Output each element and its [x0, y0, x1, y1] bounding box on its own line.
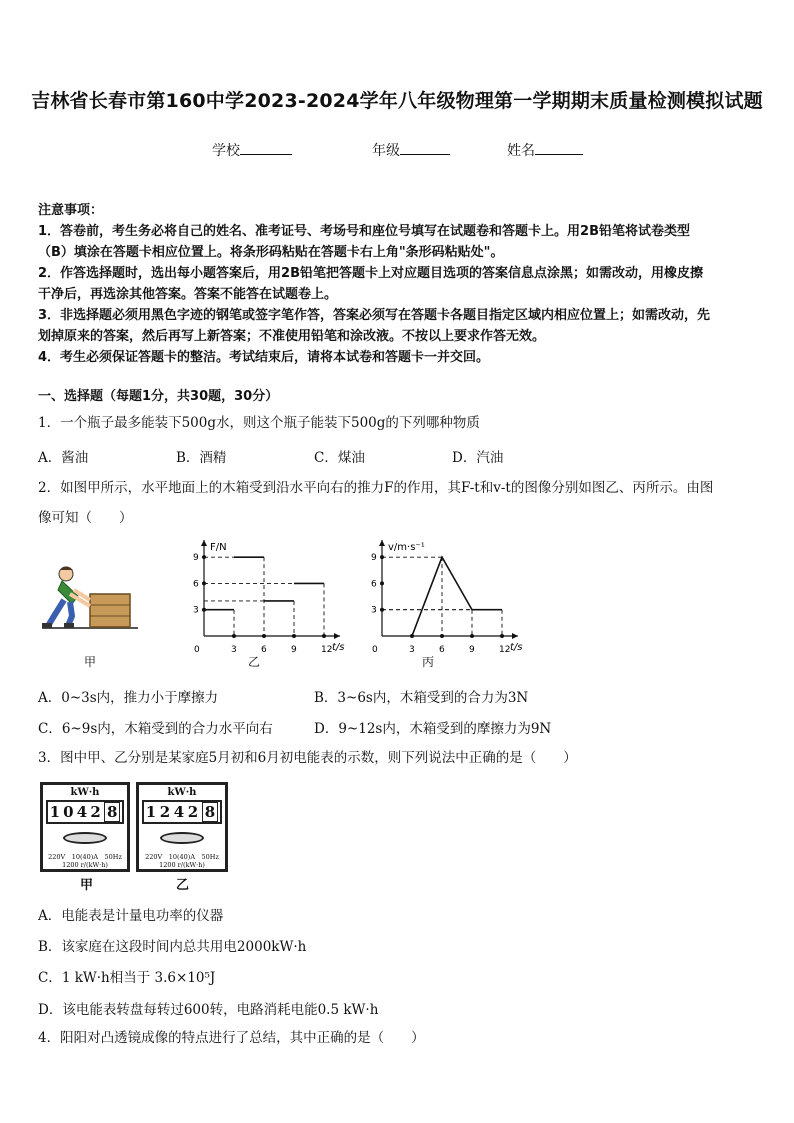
ft-y-arrow	[201, 540, 207, 546]
ft-ylabel: F/N	[210, 542, 227, 553]
meter-rate: 1200 r/(kW·h)	[62, 861, 108, 869]
notice-line: 划掉原来的答案，然后再写上新答案；不准使用铅笔和涂改液。不按以上要求作答无效。	[38, 329, 546, 344]
school-field	[212, 140, 292, 160]
meter-digits	[142, 800, 222, 824]
grade-field	[372, 140, 450, 160]
vt-x-tick-label: 6	[439, 645, 445, 655]
name-blank	[535, 140, 583, 155]
meter-digit: 4	[173, 803, 185, 821]
meter-digit: 2	[187, 803, 199, 821]
q2-option-b: B．3~6s内，木箱受到的合力为3N	[314, 690, 529, 706]
meter-disc	[160, 832, 204, 844]
notice-line: 1．答卷前，考生务必将自己的姓名、准考证号、考场号和座位号填写在试题卷和答题卡上。用2B铅笔将试卷类型	[38, 224, 691, 239]
meter-digit: 8	[104, 802, 120, 822]
meter-digit: 0	[63, 803, 74, 821]
vt-x-tick-label: 3	[409, 645, 415, 655]
q4-stem: 4．阳阳对凸透镜成像的特点进行了总结，其中正确的是（ ）	[38, 1030, 425, 1046]
q2-stem-line2: 像可知（ ）	[38, 510, 133, 526]
vt-y-arrow	[379, 540, 385, 546]
school-label: 学校	[212, 143, 240, 159]
q3-option-d: D．该电能表转盘每转过600转，电路消耗电能0.5 kW·h	[38, 1002, 379, 1018]
notice-block	[38, 200, 758, 368]
meter-digit: 1	[145, 803, 157, 821]
meter-label-yi: 乙	[176, 878, 190, 893]
ft-y-tick-label: 3	[193, 605, 199, 616]
wooden-box	[90, 594, 130, 627]
q2-stem-line1: 2．如图甲所示，水平地面上的木箱受到沿水平向右的推力F的作用，其F-t和v-t的图像分别如图乙、丙所示。由图	[38, 480, 714, 496]
q1-option-b: B．酒精	[176, 450, 227, 466]
ft-x-tick-label: 12	[321, 645, 333, 655]
grade-label: 年级	[372, 143, 400, 159]
notice-line: 2．作答选择题时，选出每小题答案后，用2B铅笔把答题卡上对应题目选项的答案信息点涂黑；如需改动，用橡皮擦	[38, 266, 704, 281]
school-blank	[240, 140, 292, 155]
vt-x-tick-label: 12	[499, 645, 511, 655]
vt-y-tick-dot	[380, 581, 384, 585]
notice-line: （B）填涂在答题卡相应位置上。将条形码粘贴在答题卡右上角"条形码粘贴处"。	[38, 245, 504, 260]
meter-unit: kW·h	[167, 787, 197, 798]
meter-disc	[63, 832, 107, 844]
q3-option-b: B．该家庭在这段时间内总共用电2000kW·h	[38, 939, 307, 955]
vt-ylabel: v/m·s⁻¹	[388, 542, 425, 553]
vt-x-tick-label: 0	[372, 645, 378, 655]
meter-digit: 2	[159, 803, 171, 821]
meter-yi	[136, 782, 228, 872]
notice-line: 3．非选择题必须用黑色字迹的钢笔或签字笔作答，答案必须写在答题卡各题目指定区域内相应位置上；如需改动，先	[38, 308, 711, 323]
meter-specs: 220V 10(40)A 50Hz	[48, 853, 122, 861]
q2-option-c: C．6~9s内，木箱受到的合力水平向右	[38, 721, 273, 737]
vt-x-tick-label: 9	[469, 645, 475, 655]
ft-y-tick-label: 6	[193, 579, 199, 590]
meter-specs: 220V 10(40)A 50Hz	[145, 853, 219, 861]
meter-digit: 1	[49, 803, 61, 821]
meter-unit: kW·h	[70, 787, 100, 798]
vt-x-arrow	[512, 633, 518, 639]
vt-y-tick-label: 3	[371, 605, 377, 616]
figure-jia-person-pushing-box	[40, 560, 140, 636]
name-label: 姓名	[507, 143, 535, 159]
ft-xlabel: t/s	[332, 642, 345, 653]
q1-stem: 1．一个瓶子最多能装下500g水，则这个瓶子能装下500g的下列哪种物质	[38, 415, 480, 431]
ft-x-tick-label: 3	[231, 645, 237, 655]
q1-option-d: D．汽油	[452, 450, 504, 466]
vt-xlabel: t/s	[510, 642, 523, 653]
vt-chart	[364, 536, 534, 660]
q3-stem: 3．图中甲、乙分别是某家庭5月初和6月初电能表的示数，则下列说法中正确的是（ ）	[38, 750, 577, 766]
grade-blank	[400, 140, 450, 155]
name-field	[507, 140, 583, 160]
ft-x-tick-label: 9	[291, 645, 297, 655]
vt-y-tick-label: 9	[371, 553, 377, 564]
meter-digit: 4	[76, 803, 88, 821]
q1-option-a: A．酱油	[38, 450, 89, 466]
section-heading: 一、选择题（每题1分，共30题，30分）	[38, 389, 279, 404]
q2-option-d: D．9~12s内，木箱受到的摩擦力为9N	[314, 721, 552, 737]
notice-line: 干净后，再选涂其他答案。答案不能答在试题卷上。	[38, 287, 338, 302]
fig-label-jia: 甲	[84, 655, 97, 669]
q3-option-c: C．1 kW·h相当于 3.6×10⁵J	[38, 970, 216, 986]
vt-series-line	[412, 557, 502, 636]
q2-option-a: A．0~3s内，推力小于摩擦力	[38, 690, 219, 706]
vt-y-tick-label: 6	[371, 579, 377, 590]
q1-option-c: C．煤油	[314, 450, 365, 466]
ft-y-tick-label: 9	[193, 553, 199, 564]
fig-label-yi: 乙	[248, 655, 261, 669]
meter-digit: 2	[90, 803, 101, 821]
meter-digits	[46, 800, 124, 824]
meter-label-jia: 甲	[80, 878, 94, 893]
ft-x-arrow	[334, 633, 340, 639]
meter-rate: 1200 r/(kW·h)	[159, 861, 205, 869]
ft-x-tick-label: 6	[261, 645, 267, 655]
notice-heading: 注意事项：	[38, 203, 104, 218]
fig-label-bing: 丙	[422, 655, 435, 669]
ft-chart	[186, 536, 356, 660]
meter-jia	[40, 782, 130, 872]
ft-x-tick-label: 0	[194, 645, 200, 655]
q3-option-a: A．电能表是计量电功率的仪器	[38, 908, 224, 924]
notice-line: 4．考生必须保证答题卡的整洁。考试结束后，请将本试卷和答题卡一并交回。	[38, 350, 490, 365]
exam-title: 吉林省长春市第160中学2023-2024学年八年级物理第一学期期末质量检测模拟试题	[31, 90, 763, 112]
meter-digit: 8	[202, 802, 218, 822]
